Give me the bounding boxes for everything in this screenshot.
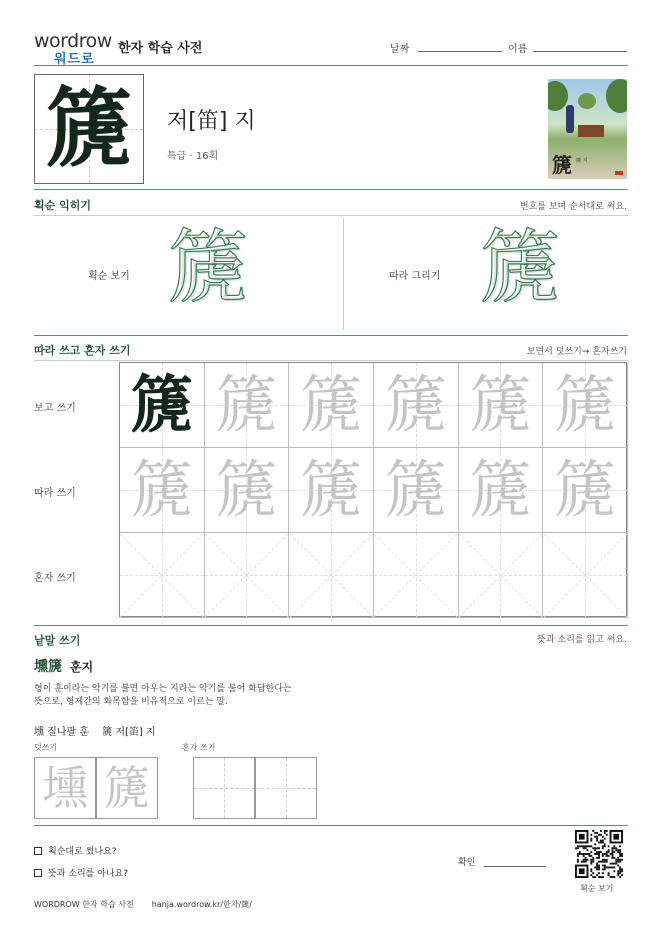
trace-character: 篪 [384, 453, 447, 526]
confirm-label: 확인 [458, 858, 476, 868]
practice-cell[interactable] [289, 533, 374, 618]
thumb-character: 篪 [552, 153, 572, 177]
word-trace-box-2[interactable] [96, 757, 158, 819]
header-divider [34, 65, 628, 66]
word-trace-char-2: 篪 [104, 761, 150, 815]
checkbox-icon[interactable] [34, 847, 42, 855]
trace-box-label: 덧쓰기 [34, 743, 58, 752]
practice-cell[interactable] [205, 363, 290, 448]
qr-label: 획순 보기 [580, 884, 614, 893]
date-field-line [418, 51, 502, 52]
trace-character: 篪 [130, 453, 193, 526]
alone-box-label: 혼자 쓰기 [182, 743, 216, 752]
wordrow-logo [34, 30, 112, 67]
divider-1 [34, 189, 628, 190]
stroke-sub-divider [34, 215, 628, 216]
stroke-view-label: 획순 보기 [88, 271, 130, 282]
practice-cell[interactable] [459, 533, 544, 618]
row-label-view: 보고 쓰기 [34, 403, 76, 414]
trace-character: 篪 [554, 453, 617, 526]
divider-3 [34, 625, 628, 626]
word-meaning-line-1: 형이 훈이라는 악기를 불면 아우는 지라는 악기를 불어 화답한다는 [34, 684, 292, 694]
stroke-section-title: 획순 익히기 [34, 199, 91, 212]
trace-character: 篪 [215, 453, 278, 526]
footer-brand: WORDROW 한자 학습 사전 [34, 900, 134, 909]
char1-hanzi: 壎 [34, 727, 44, 738]
header-title: 한자 학습 사전 [118, 41, 203, 56]
word-section-hint: 뜻과 소리를 읽고 써요. [537, 635, 627, 645]
bench-figure [578, 125, 604, 137]
checkbox-icon[interactable] [34, 869, 42, 877]
word-hanja: 壎篪 [34, 659, 62, 675]
divider-4 [34, 825, 628, 826]
practice-grid[interactable] [119, 362, 627, 617]
practice-cell[interactable] [374, 448, 459, 533]
check-meaning-sound[interactable] [34, 866, 128, 879]
word-trace-char-1: 壎 [42, 761, 88, 815]
name-label: 이름 [508, 44, 528, 55]
trace-character: 篪 [469, 453, 532, 526]
trace-character: 篪 [300, 368, 363, 441]
trace-character: 篪 [384, 368, 447, 441]
practice-sub-divider [34, 360, 628, 361]
practice-cell[interactable] [459, 363, 544, 448]
row-label-trace: 따라 쓰기 [34, 488, 76, 499]
person-figure [566, 105, 574, 133]
divider-2 [34, 335, 628, 336]
word-section-title: 낱말 쓰기 [34, 634, 81, 647]
stroke-divider [343, 218, 344, 330]
stroke-trace-character[interactable]: 篪 [480, 221, 560, 314]
word-hangul: 훈지 [70, 660, 94, 674]
stroke-trace-label: 따라 그리기 [389, 271, 441, 282]
practice-cell[interactable] [205, 448, 290, 533]
main-character-box [34, 74, 144, 184]
word-characters [34, 723, 156, 738]
character-grade: 특급 · 16획 [167, 151, 219, 162]
logo-wordmark: wordrow [34, 30, 112, 52]
char2-meaning: 저[笛] 지 [115, 727, 156, 738]
word-trace-box-1[interactable] [34, 757, 96, 819]
thumb-reading: 篪 지 [576, 158, 588, 164]
practice-cell[interactable] [543, 363, 628, 448]
practice-cell[interactable] [120, 363, 205, 448]
character-illustration[interactable] [548, 79, 627, 179]
footer [34, 899, 252, 910]
word-meaning [34, 683, 334, 709]
name-field-line [533, 51, 627, 52]
trace-character: 篪 [215, 368, 278, 441]
thumb-badge [615, 171, 623, 175]
practice-cell[interactable] [374, 363, 459, 448]
word-entry[interactable] [34, 656, 93, 676]
logo-korean: 워드로 [54, 52, 95, 67]
check-stroke-order[interactable] [34, 844, 117, 857]
practice-cell[interactable] [120, 533, 205, 618]
practice-cell[interactable] [205, 533, 290, 618]
practice-cell[interactable] [543, 448, 628, 533]
stroke-order-character[interactable]: 篪 [168, 221, 248, 314]
trace-character: 篪 [300, 453, 363, 526]
model-character: 篪 [130, 368, 193, 441]
stroke-section-hint: 번호를 보며 순서대로 써요. [519, 202, 627, 212]
practice-cell[interactable] [459, 448, 544, 533]
trace-character: 篪 [469, 368, 532, 441]
footer-url[interactable]: hanja.wordrow.kr/한자/篪/ [151, 900, 252, 909]
practice-cell[interactable] [543, 533, 628, 618]
check-item-2-label: 뜻과 소리를 아나요? [48, 869, 129, 879]
word-alone-box-1[interactable] [193, 757, 255, 819]
character-reading: 저[笛] 지 [167, 109, 256, 134]
word-meaning-line-2: 뜻으로, 형제간의 화목함을 비유적으로 이르는 말. [34, 697, 228, 707]
date-label: 날짜 [390, 44, 410, 55]
check-item-1-label: 획순대로 썼나요? [48, 847, 117, 857]
practice-cell[interactable] [289, 363, 374, 448]
confirm-signature-line [484, 866, 546, 867]
word-alone-box-2[interactable] [255, 757, 317, 819]
char1-meaning: 질나팔 훈 [47, 727, 90, 738]
practice-section-title: 따라 쓰고 혼자 쓰기 [34, 344, 131, 357]
qr-code-icon[interactable] [575, 830, 623, 878]
practice-cell[interactable] [289, 448, 374, 533]
practice-section-hint: 보면서 덧쓰기→ 혼자쓰기 [526, 347, 627, 357]
char2-hanzi: 篪 [102, 727, 113, 738]
main-character: 篪 [46, 78, 132, 179]
practice-cell[interactable] [374, 533, 459, 618]
row-label-alone: 혼자 쓰기 [34, 573, 76, 584]
trace-character: 篪 [554, 368, 617, 441]
practice-cell[interactable] [120, 448, 205, 533]
